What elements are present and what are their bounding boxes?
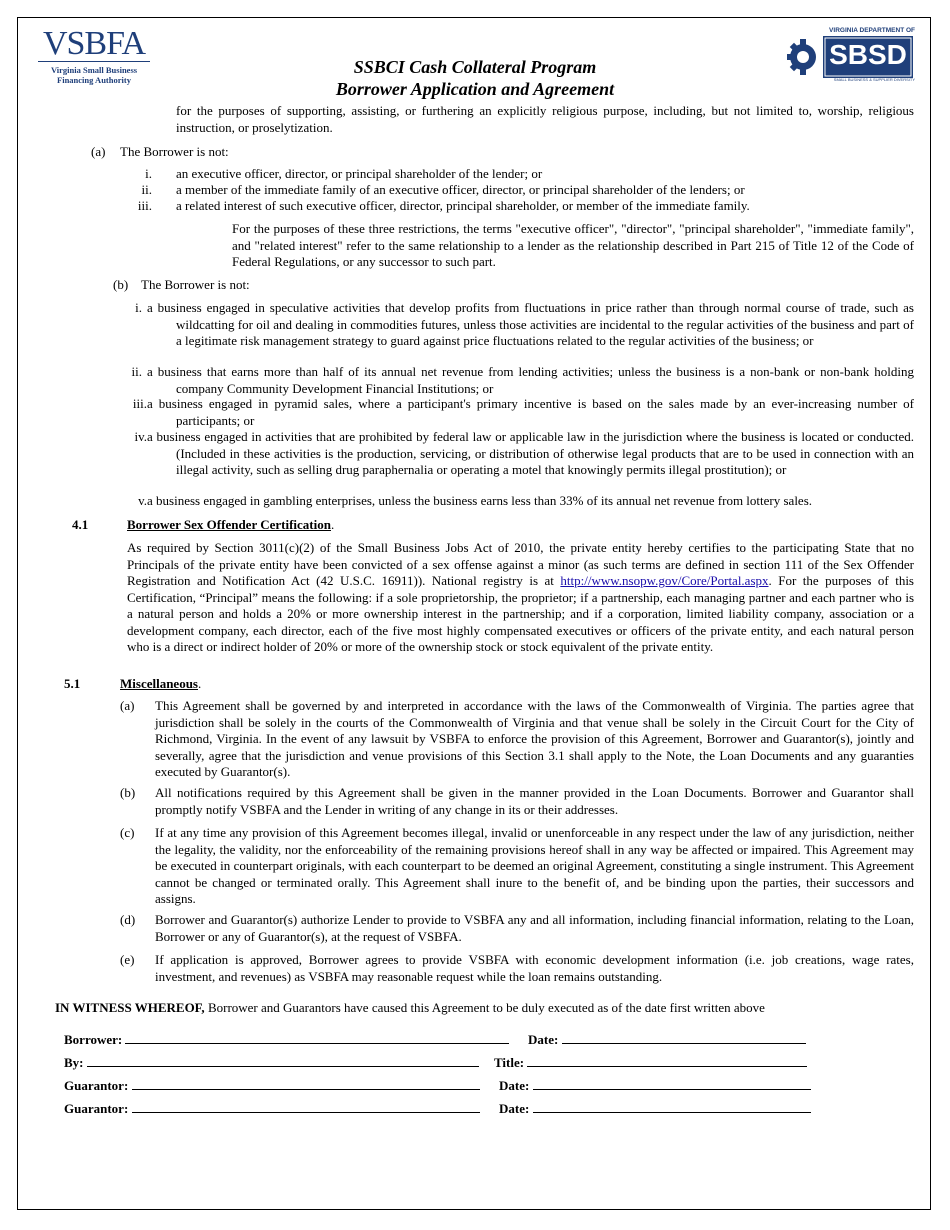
guarantor-label: Guarantor: (64, 1078, 129, 1093)
guarantor-signature-line[interactable] (132, 1101, 480, 1113)
guarantor-date-label: Date: (499, 1101, 530, 1116)
document-title: SSBCI Cash Collateral Program (353, 57, 597, 77)
title-line[interactable] (527, 1055, 807, 1067)
section-a-item-num: i. (145, 166, 152, 181)
vsbfa-logo-subtitle-1: Virginia Small Business (50, 65, 138, 75)
section-b-heading: The Borrower is not: (141, 277, 250, 292)
nsopw-registry-link[interactable]: http://www.nsopw.gov/Core/Portal.aspx (560, 573, 769, 588)
section-51-heading: Miscellaneous (120, 676, 198, 691)
section-a-heading: The Borrower is not: (120, 144, 229, 159)
vsbfa-logo-subtitle-2: Financing Authority (57, 75, 131, 85)
section-a-item-num: iii. (137, 198, 152, 213)
section-51-item-num: (a) (120, 698, 135, 713)
title-label: Title: (494, 1055, 525, 1070)
section-b-item-text (147, 429, 914, 479)
section-b-item-num: iii. (132, 396, 147, 411)
section-51-item-num: (e) (120, 952, 135, 967)
signature-row-guarantor-date (499, 1101, 811, 1117)
guarantor-date-line[interactable] (533, 1078, 811, 1090)
section-a-item-text: a related interest of such executive officer, director, principal shareholder, or member of the immediate family. (176, 198, 750, 213)
signature-row-guarantor (64, 1078, 480, 1094)
section-b-item-text-content: a business engaged in activities that are prohibited by federal law or applicable law in the jurisdiction where the business is located or conducted. (Included in these activities is the production, servicing, or distribution of otherwise legal products that are to be used in connection with an illegal activity, such as selling drug paraphernalia or operating a motel that knowingly permits illegal prostitution); or (147, 429, 914, 477)
borrower-label: Borrower: (64, 1032, 123, 1047)
section-51-item-text: All notifications required by this Agreement shall be given in the manner provided in the Loan Documents. Borrower and Guarantor shall promptly notify VSBFA and the Lender in writing of any change in its or their addresses. (155, 785, 914, 817)
intro-paragraph: for the purposes of supporting, assisting, or furthering an explicitly religious purpose, including, but not limited to, worship, religious instruction, or proselytization. (176, 103, 914, 135)
borrower-signature-line[interactable] (125, 1032, 509, 1044)
section-b-item-num: i. (135, 300, 142, 315)
section-b-item-text (147, 300, 914, 350)
signature-row-guarantor-date (499, 1078, 811, 1094)
vsbfa-logo-text: VSBFA (38, 27, 150, 62)
signature-row-borrower-date (528, 1032, 806, 1048)
by-label: By: (64, 1055, 84, 1070)
borrower-date-line[interactable] (562, 1032, 806, 1044)
section-51-item-text: This Agreement shall be governed by and interpreted in accordance with the laws of the Commonwealth of Virginia. The parties agree that jurisdiction shall be solely in the courts of the Commonwealth of Virginia and that venue shall be solely in the Circuit Court for the City of Richmond, Virginia. In the event of any lawsuit by VSBFA to enforce the provision of this Agreement, Borrower and Guarantor(s), jointly and severally, agree that the jurisdiction and venue provisions of this Section 3.1 shall apply to the Note, the Loan Documents and any guaranties executed by Guarantor(s). (155, 698, 914, 779)
guarantor-label: Guarantor: (64, 1101, 129, 1116)
section-51-heading-wrap: Miscellaneous. (120, 676, 202, 691)
document-subtitle: Borrower Application and Agreement (335, 79, 615, 99)
witness-text: Borrower and Guarantors have caused this Agreement to be duly executed as of the date first written above (204, 1000, 765, 1015)
section-41-text-after: . For the purposes of this Certification, “Principal” means the following: if a sole proprietorship, the proprietor; if a partnership, each managing partner and each partner who is a natural person and holds a 20% or more ownership interest in the partnership; and if a corporation, limited liability company, association or a development company, each director, each of the five most highly compensated executives or officers of the private entity, and each natural person who is a direct or indirect holder of 20% or more of the ownership stock or stock equivalent of the private entity. (127, 573, 914, 654)
section-a-item-text: an executive officer, director, or principal shareholder of the lender; or (176, 166, 543, 181)
guarantor-date-label: Date: (499, 1078, 530, 1093)
borrower-date-label: Date: (528, 1032, 559, 1047)
section-b-item-text-content: a business engaged in speculative activities that develop profits from fluctuations in price rather than through normal course of trade, such as wildcatting for oil and dealing in commodities futures, unless those activities are incidental to the regular activities of the business and part of a legitimate risk management strategy to guard against price fluctuations related to the regular activities of the business; or (147, 300, 914, 348)
by-signature-line[interactable] (87, 1055, 479, 1067)
signature-row-title (494, 1055, 807, 1071)
section-51-item-text: If at any time any provision of this Agreement becomes illegal, invalid or unenforceable in any respect under the law of any jurisdiction, neither the legality, the validity, nor the enforceability of the remaining provisions hereof shall in any way be affected or impaired. This Agreement may be executed in counterpart originals, with each counterpart to be deemed an original Agreement, constituting a single instrument. This Agreement cannot be changed or terminated orally. This Agreement shall inure to the benefit of, and be binding upon the parties, their successors and assigns. (155, 825, 914, 906)
section-51-item-num: (c) (120, 825, 135, 840)
signature-row-by (64, 1055, 479, 1071)
witness-bold: IN WITNESS WHEREOF, (55, 1000, 205, 1015)
sbsd-logo-top-text: VIRGINIA DEPARTMENT OF (829, 27, 915, 34)
section-41-heading: Borrower Sex Offender Certification (127, 517, 331, 532)
section-b-item-text: a business engaged in gambling enterprises, unless the business earns less than 33% of its annual net revenue from lottery sales. (147, 493, 813, 508)
section-51-number: 5.1 (64, 676, 81, 691)
section-41-paragraph (127, 540, 914, 656)
section-b-item-text-content: a business engaged in pyramid sales, where a participant's primary incentive is based on the sales made by an ever-increasing number of participants; or (147, 396, 914, 428)
section-b-item-text (147, 364, 914, 397)
section-41-heading-wrap: Borrower Sex Offender Certification. (127, 517, 335, 532)
section-b-item-num: iv. (134, 429, 147, 444)
guarantor-signature-line[interactable] (132, 1078, 480, 1090)
section-a-label: (a) (91, 144, 106, 159)
sbsd-logo-text: SBSD (829, 39, 907, 70)
sbsd-logo-bottom-text: SMALL BUSINESS & SUPPLIER DIVERSITY (833, 77, 915, 82)
section-b-item-text-content: a business that earns more than half of its annual net revenue from lending activities; unless the business is a non-bank or non-bank holding company Community Development Financial Institutions; or (147, 364, 914, 396)
signature-row-guarantor (64, 1101, 480, 1117)
signature-row-borrower (64, 1032, 509, 1048)
section-b-item-text (147, 396, 914, 429)
section-51-item-text: If application is approved, Borrower agrees to provide VSBFA with economic development information (i.e. job creations, wage rates, investment, and revenues) as VSBFA may reasonable request while the loan remains outstanding. (155, 952, 914, 984)
section-a-item-text: a member of the immediate family of an executive officer, director, or principal shareholder of the lenders; or (176, 182, 745, 197)
section-51-item-num: (b) (120, 785, 136, 800)
section-51-item-text: Borrower and Guarantor(s) authorize Lender to provide to VSBFA any and all information, including financial information, relating to the Loan, Borrower or any of Guarantor(s), at the request of VSBFA. (155, 912, 914, 944)
section-51-item-num: (d) (120, 912, 136, 927)
section-b-item-num: v. (138, 493, 147, 508)
section-b-label: (b) (113, 277, 129, 292)
section-41-text-before: As required by Section 3011(c)(2) of the Small Business Jobs Act of 2010, the private entity hereby certifies to the participating State that no Principals of the private entity have been convicted of a sex offense against a minor (as such terms are defined in section 111 of the Sex Offender Registration and Notification Act (42 U.S.C. 16911)). National registry is at (127, 540, 914, 588)
section-a-item-num: ii. (141, 182, 152, 197)
section-41-number: 4.1 (72, 517, 89, 532)
witness-statement (55, 1000, 765, 1017)
section-b-item-num: ii. (131, 364, 142, 379)
section-a-note: For the purposes of these three restrictions, the terms "executive officer", "director", "principal shareholder", "immediate family", and "related interest" refer to the same relationship to a lender as the relationship described in Part 215 of Title 12 of the Code of Federal Regulations, or any successor to such part. (232, 221, 914, 269)
guarantor-date-line[interactable] (533, 1101, 811, 1113)
